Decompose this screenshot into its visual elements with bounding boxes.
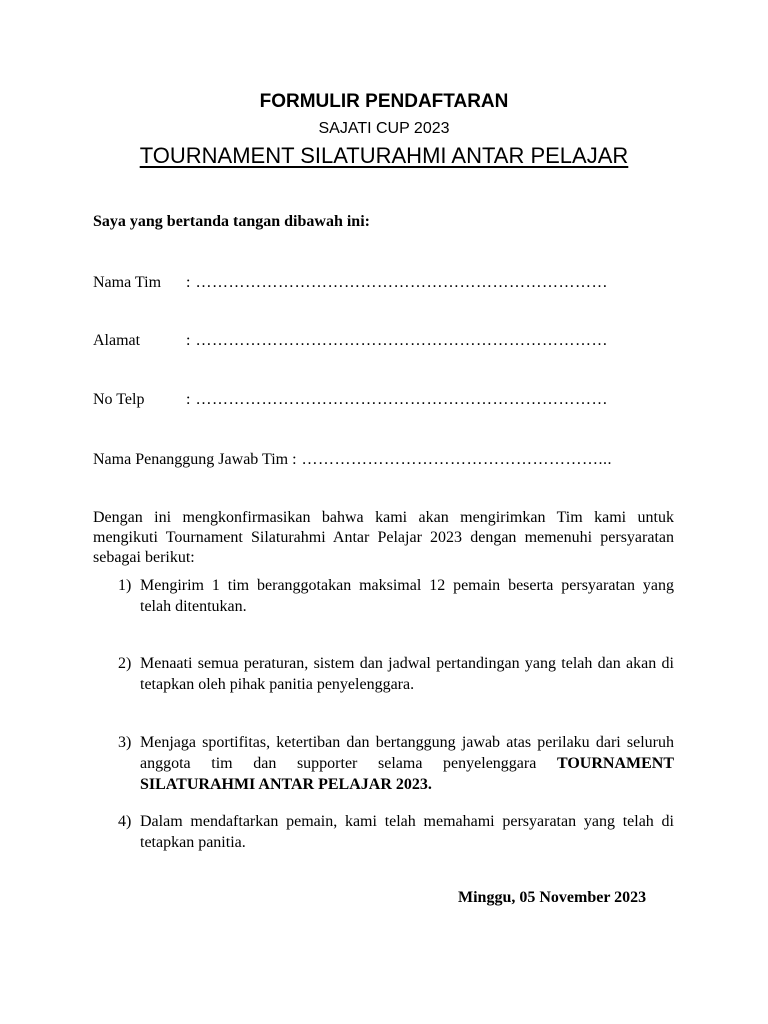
field-blank: : ………………………………………………………………… xyxy=(186,274,608,291)
field-blank: : ………………………………………………………………… xyxy=(186,391,608,408)
requirement-emphasis: TOURNAMENT SILATURAHMI ANTAR PELAJAR 2023. xyxy=(140,755,675,793)
requirement-text-main: Menjaga sportifitas, ketertiban dan bertanggung jawab atas perilaku dari seluruh anggota tim dan supporter selama penyelenggara xyxy=(140,734,674,772)
form-subtitle: SAJATI CUP 2023 xyxy=(318,120,450,137)
field-blank: : ………………………………………………………………… xyxy=(186,332,608,349)
requirement-number: 2) xyxy=(118,655,132,672)
requirement-text xyxy=(140,732,674,795)
requirement-item xyxy=(118,732,674,795)
signature-date: Minggu, 05 November 2023 xyxy=(458,889,647,906)
requirement-item xyxy=(118,575,674,617)
field-label: Alamat xyxy=(93,332,141,349)
field-phone xyxy=(93,391,608,409)
requirement-text: Menaati semua peraturan, sistem dan jadwal pertandingan yang telah dan akan di tetapkan oleh pihak panitia penyelenggara. xyxy=(140,655,674,693)
requirement-number: 1) xyxy=(118,577,132,594)
field-label: Nama Tim xyxy=(93,274,162,291)
confirmation-statement: Dengan ini mengkonfirmasikan bahwa kami akan mengirimkan Tim kami untuk mengikuti Tournament Silaturahmi Antar Pelajar 2023 dengan memenuhi persyaratan sebagai berikut: xyxy=(93,509,674,566)
requirement-text: Mengirim 1 tim beranggotakan maksimal 12 pemain beserta persyaratan yang telah ditentukan. xyxy=(140,577,674,615)
requirement-item xyxy=(118,653,674,695)
requirement-number: 3) xyxy=(118,734,132,751)
field-address xyxy=(93,332,608,350)
field-label: No Telp xyxy=(93,391,145,408)
form-header xyxy=(0,90,768,170)
event-title xyxy=(0,142,768,170)
event-title-text: TOURNAMENT SILATURAHMI ANTAR PELAJAR xyxy=(139,143,629,168)
field-team-name xyxy=(93,274,608,292)
requirement-text: Dalam mendaftarkan pemain, kami telah memahami persyaratan yang telah di tetapkan panitia. xyxy=(140,813,674,851)
form-title: FORMULIR PENDAFTARAN xyxy=(259,91,509,112)
requirement-number: 4) xyxy=(118,813,132,830)
intro-text: Saya yang bertanda tangan dibawah ini: xyxy=(93,213,370,230)
requirement-item xyxy=(118,811,674,853)
field-label: Nama Penanggung Jawab Tim xyxy=(93,451,289,468)
field-team-manager xyxy=(93,451,612,469)
field-blank: : ………………………………………………... xyxy=(292,451,613,468)
